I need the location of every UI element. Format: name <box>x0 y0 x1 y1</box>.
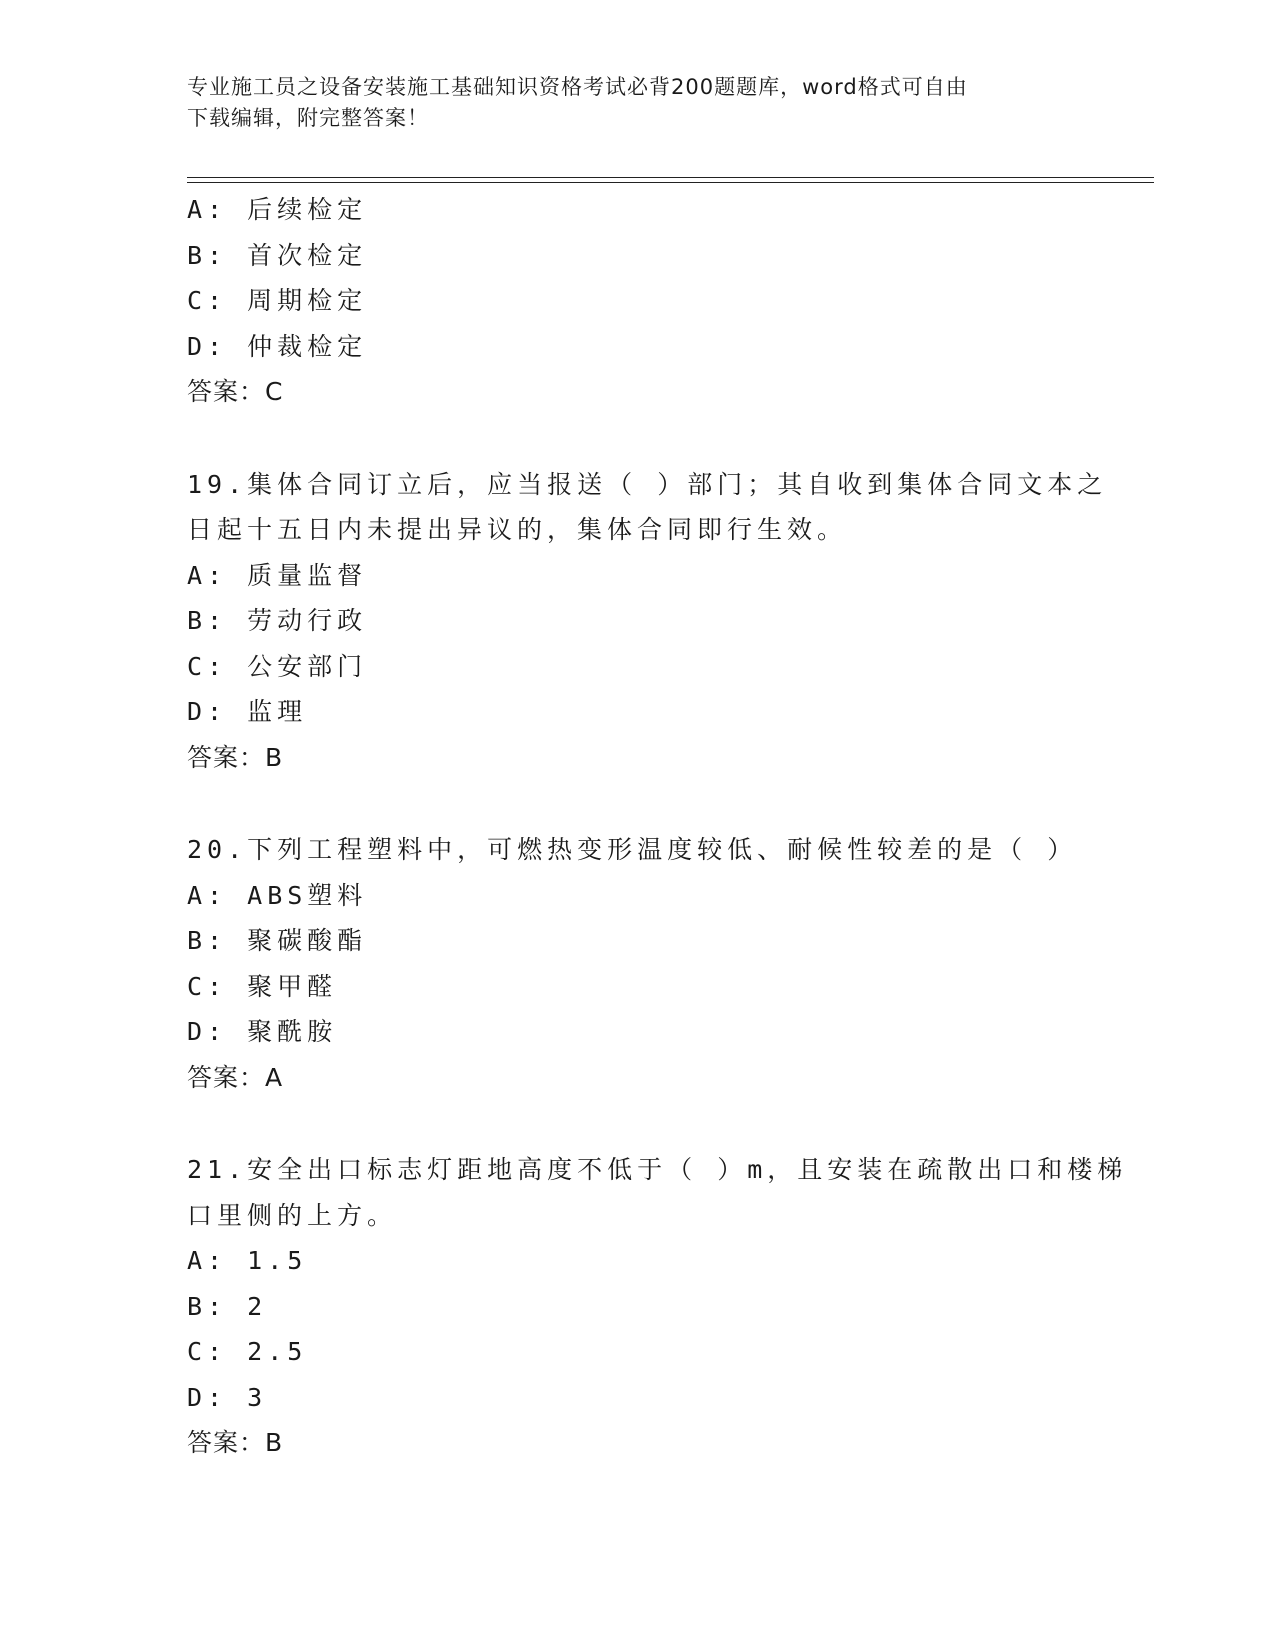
question-gap <box>187 415 1087 462</box>
option-d: D: 聚酰胺 <box>187 1017 338 1046</box>
option-a: A: 1.5 <box>187 1246 308 1275</box>
option-b: B: 聚碳酸酯 <box>187 926 368 955</box>
header-title-line-2: 下载编辑，附完整答案！ <box>187 106 429 130</box>
option-a: A: ABS塑料 <box>187 880 368 910</box>
question-stem-line-2: 日起十五日内未提出异议的，集体合同即行生效。 <box>187 515 848 544</box>
question-stem-line-1: 21.安全出口标志灯距地高度不低于（ ）m，且安装在疏散出口和楼梯 <box>187 1155 1128 1184</box>
option-b: B: 劳动行政 <box>187 606 368 635</box>
answer-line: 答案：C <box>187 377 284 406</box>
option-d: D: 仲裁检定 <box>187 331 368 361</box>
answer-line: 答案：B <box>187 1428 284 1457</box>
question-gap <box>187 780 1087 827</box>
header-divider-top <box>187 177 1154 178</box>
option-c: C: 2.5 <box>187 1337 308 1366</box>
question-21 <box>187 1147 1128 1466</box>
header-divider-bottom <box>187 182 1154 183</box>
header-title-line-1: 专业施工员之设备安装施工基础知识资格考试必背200题题库，word格式可自由 <box>187 75 968 99</box>
option-b: B: 首次检定 <box>187 240 368 270</box>
question-18 <box>187 187 1087 415</box>
option-c: C: 周期检定 <box>187 286 368 315</box>
option-c: C: 聚甲醛 <box>187 971 338 1001</box>
question-20 <box>187 827 1087 1100</box>
question-gap <box>187 1100 1087 1147</box>
question-stem-line-1: 19.集体合同订立后，应当报送（ ）部门；其自收到集体合同文本之 <box>187 469 1108 499</box>
option-c: C: 公安部门 <box>187 651 368 681</box>
option-d: D: 监理 <box>187 697 308 726</box>
answer-line: 答案：A <box>187 1062 284 1092</box>
question-stem-line-2: 口里侧的上方。 <box>187 1200 398 1230</box>
question-stem-line-1: 20.下列工程塑料中，可燃热变形温度较低、耐候性较差的是（ ） <box>187 835 1078 864</box>
option-a: A: 后续检定 <box>187 195 368 224</box>
option-b: B: 2 <box>187 1291 268 1321</box>
document-header <box>187 72 1077 134</box>
option-a: A: 质量监督 <box>187 560 368 590</box>
question-list <box>187 187 1128 1466</box>
option-d: D: 3 <box>187 1382 268 1412</box>
answer-line: 答案：B <box>187 742 284 772</box>
question-19 <box>187 462 1108 781</box>
